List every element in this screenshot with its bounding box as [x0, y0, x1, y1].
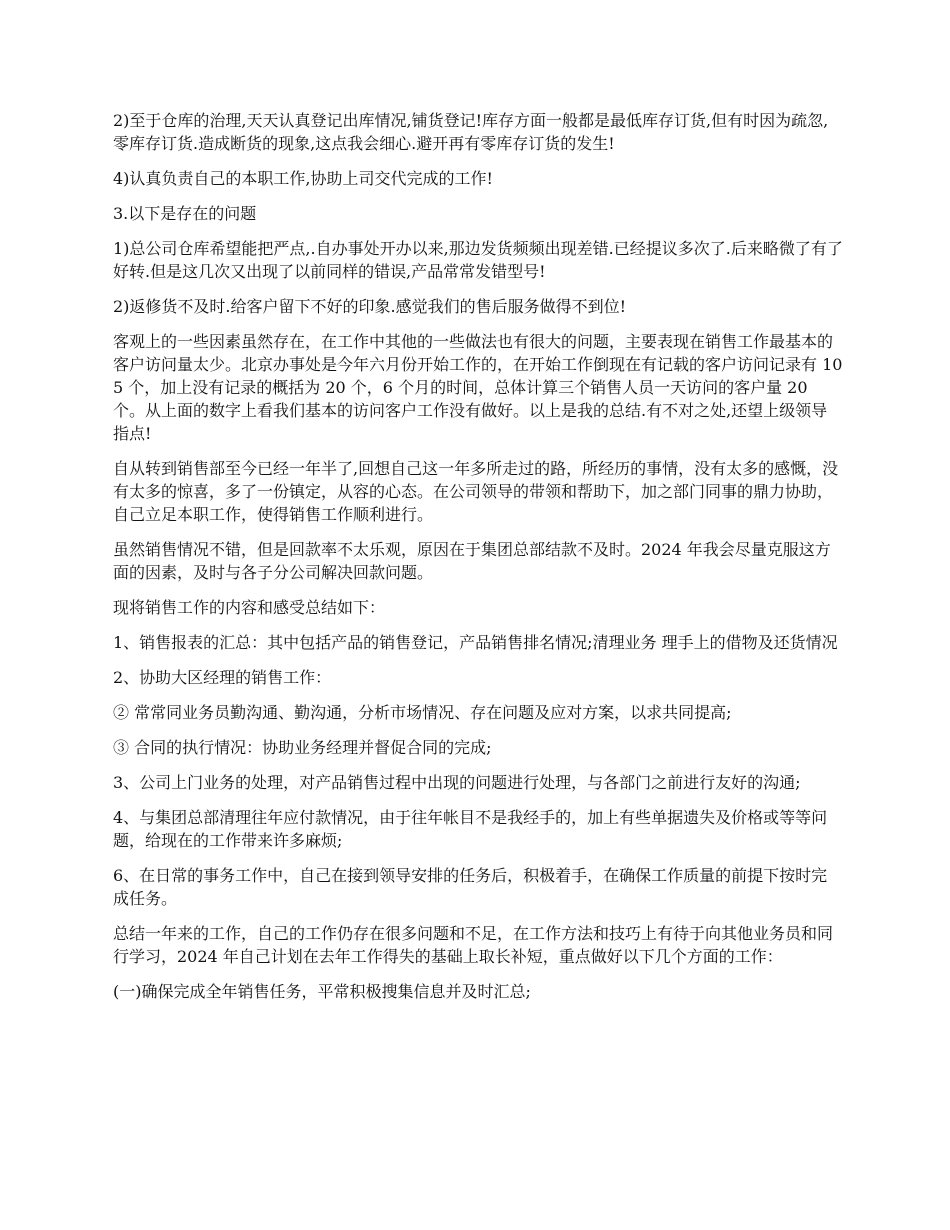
paragraph-objective-factors: 客观上的一些因素虽然存在，在工作中其他的一些做法也有很大的问题，主要表现在销售工作最基本的客户访问量太少。北京办事处是今年六月份开始工作的，在开始工作倒现在有记载的客户访问记录有 105 个，加上没有记录的概括为 20 个，6 个月的时间，总体计算三个销售人员一天访问的客户量 20 个。从上面的数字上看我们基本的访问客户工作没有做好。以上是我的总结.有不对之处,还望上级领导指点!	[113, 332, 843, 443]
paragraph-warehouse-management: 2)至于仓库的治理,天天认真登记出库情况,铺货登记!库存方面一般都是最低库存订货,但有时因为疏忽,零库存订货.造成断货的现象,这点我会细心.避开再有零库存订货的发生!	[113, 111, 829, 153]
list-item-onsite-business: 3、公司上门业务的处理，对产品销售过程中出现的问题进行处理，与各部门之前进行友好的沟通;	[113, 773, 801, 792]
section-heading-problems: 3.以下是存在的问题	[113, 204, 257, 223]
paragraph-payment-collection: 虽然销售情况不错，但是回款率不太乐观，原因在于集团总部结款不及时。2024 年我会尽量克服这方面的因素，及时与各子分公司解决回款问题。	[113, 540, 831, 582]
list-item-contract-execution: ③ 合同的执行情况：协助业务经理并督促合同的完成;	[113, 738, 492, 757]
paragraph-own-duties: 4)认真负责自己的本职工作,协助上司交代完成的工作!	[113, 169, 493, 188]
list-item-assist-manager: 2、协助大区经理的销售工作：	[113, 668, 332, 687]
paragraph-warehouse-errors: 1)总公司仓库希望能把严点,.自办事处开办以来,那边发货频频出现差错.已经提议多次了.后来略微了有了好转.但是这几次又出现了以前同样的错误,产品常常发错型号!	[113, 239, 843, 281]
list-item-communication: ② 常常同业务员勤沟通、勤沟通，分析市场情况、存在问题及应对方案，以求共同提高;	[113, 703, 732, 722]
list-item-payables: 4、与集团总部清理往年应付款情况，由于往年帐目不是我经手的，加上有些单据遗失及价格或等等问题，给现在的工作带来许多麻烦;	[113, 808, 828, 850]
document-page	[113, 109, 843, 1015]
paragraph-repair-delay: 2)返修货不及时.给客户留下不好的印象.感觉我们的售后服务做得不到位!	[113, 297, 627, 316]
list-item-annual-target: (一)确保完成全年销售任务，平常积极搜集信息并及时汇总;	[113, 982, 531, 1001]
paragraph-year-summary: 总结一年来的工作，自己的工作仍存在很多问题和不足，在工作方法和技巧上有待于向其他业务员和同行学习，2024 年自己计划在去年工作得失的基础上取长补短，重点做好以下几个方面的工作：	[113, 924, 834, 966]
list-item-sales-report: 1、销售报表的汇总：其中包括产品的销售登记，产品销售排名情况;清理业务 理手上的借物及还货情况	[113, 633, 838, 652]
paragraph-sales-department: 自从转到销售部至今已经一年半了,回想自己这一年多所走过的路，所经历的事情，没有太多的感慨，没有太多的惊喜，多了一份镇定，从容的心态。在公司领导的带领和帮助下，加之部门同事的鼎力协助，自己立足本职工作，使得销售工作顺利进行。	[113, 459, 839, 524]
list-item-daily-affairs: 6、在日常的事务工作中，自己在接到领导安排的任务后，积极着手，在确保工作质量的前提下按时完成任务。	[113, 866, 828, 908]
paragraph-summary-intro: 现将销售工作的内容和感受总结如下：	[113, 598, 386, 617]
